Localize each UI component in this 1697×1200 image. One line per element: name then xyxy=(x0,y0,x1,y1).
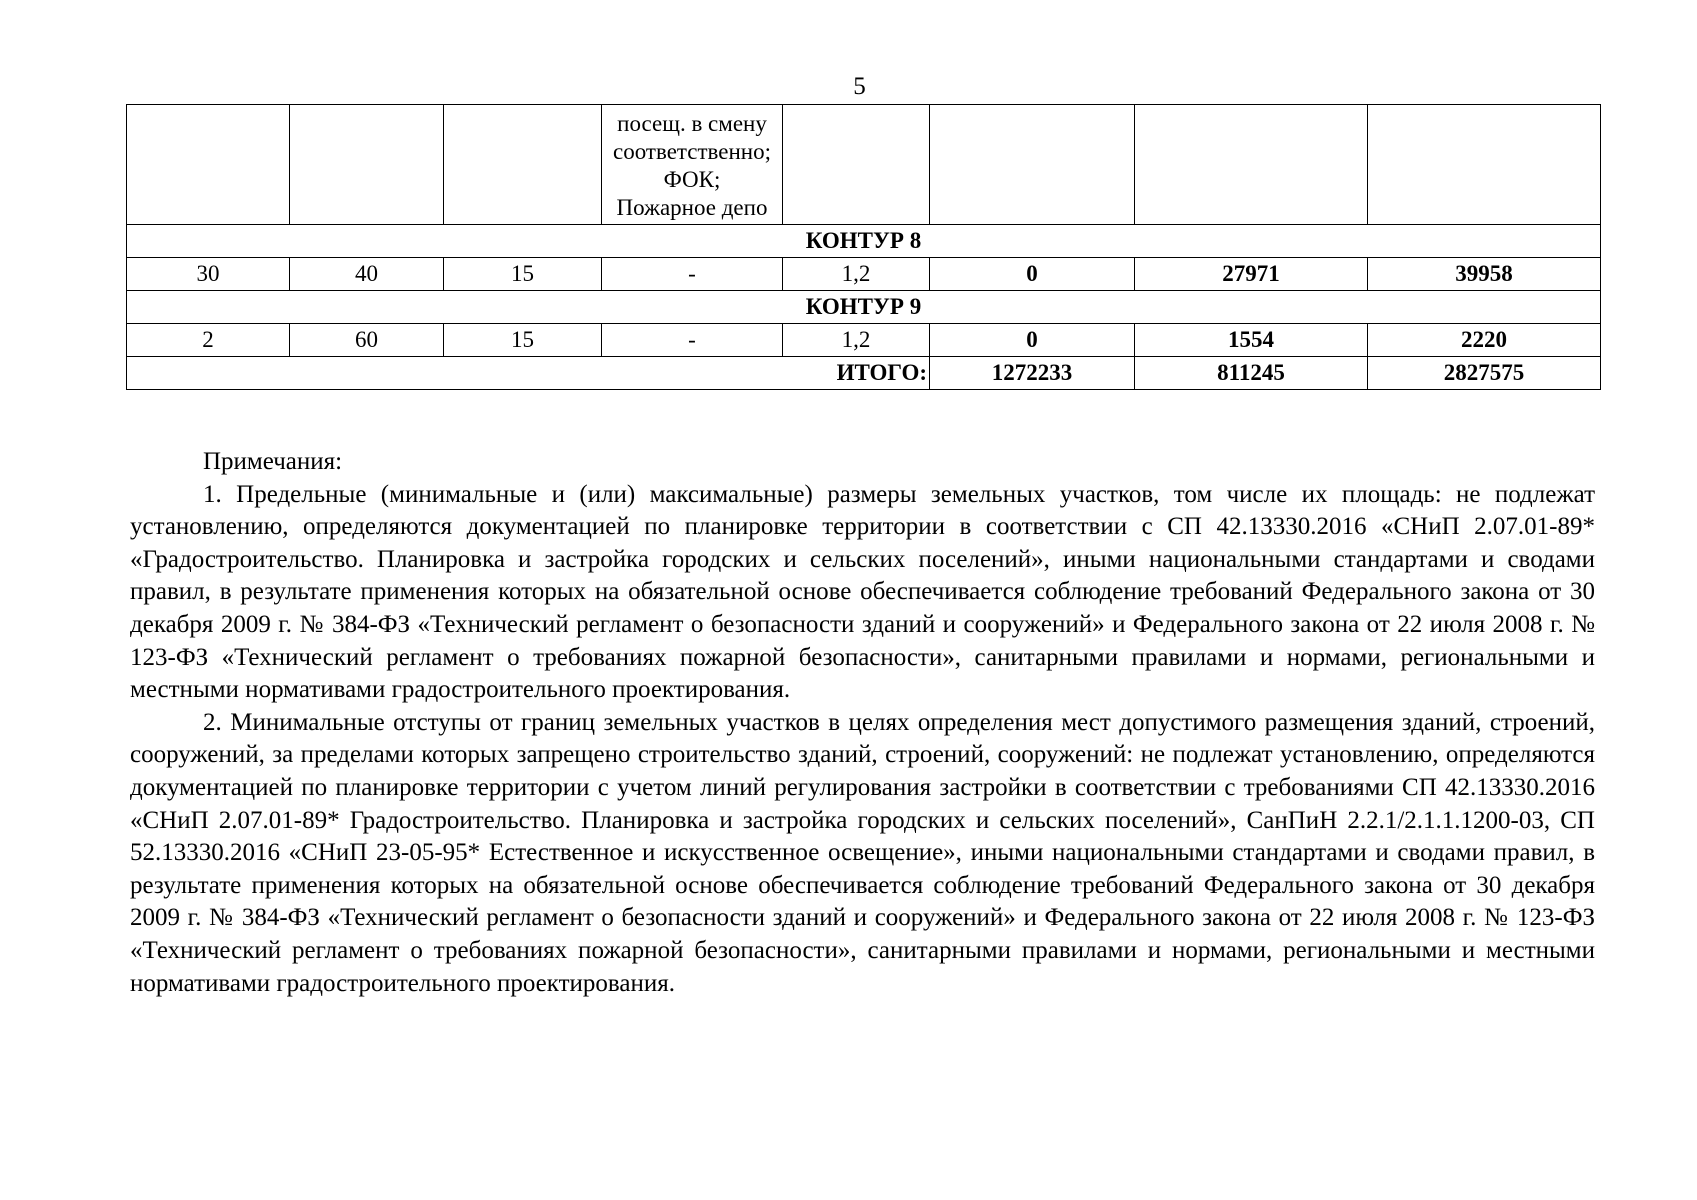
section-header-row xyxy=(127,291,1601,324)
table-cell xyxy=(290,105,444,225)
table-cell: 39958 xyxy=(1368,258,1601,291)
table-cell: 15 xyxy=(444,324,602,357)
table-cell: 1554 xyxy=(1135,324,1368,357)
total-label: ИТОГО: xyxy=(127,357,930,390)
note-paragraph: 2. Минимальные отступы от границ земельных участков в целях определения мест допустимого размещения зданий, строений, сооружений, за пределами которых запрещено строительство зданий, строений, сооружений: не подлежат установлению, определяются документацией по планировке территории с учетом линий регулирования застройки в соответствии с требованиями СП 42.13330.2016 «СНиП 2.07.01-89* Градостроительство. Планировка и застройка городских и сельских поселений», СанПиН 2.2.1/2.1.1.1200-03, СП 52.13330.2016 «СНиП 23-05-95* Естественное и искусственное освещение», иными национальными стандартами и сводами правил, в результате применения которых на обязательной основе обеспечивается соблюдение требований Федерального закона от 30 декабря 2009 г. № 384-ФЗ «Технический регламент о безопасности зданий и сооружений» и Федерального закона от 22 июля 2008 г. № 123-ФЗ «Технический регламент о требованиях пожарной безопасности», санитарными правилами и нормами, региональными и местными нормативами градостроительного проектирования. xyxy=(130,708,1595,997)
continuation-line: Пожарное депо xyxy=(616,195,768,220)
continuation-line: ФОК; xyxy=(663,167,721,192)
section-title: КОНТУР 9 xyxy=(127,291,1601,324)
table-cell: 1,2 xyxy=(783,258,930,291)
table-cell: - xyxy=(602,324,783,357)
table-cell: 0 xyxy=(930,324,1135,357)
table-cell xyxy=(1368,105,1601,225)
notes-title: Примечания: xyxy=(203,448,343,475)
continuation-line: соответственно; xyxy=(613,139,771,164)
table-cell: 15 xyxy=(444,258,602,291)
continuation-line: посещ. в смену xyxy=(617,111,767,136)
table-cell-continuation-text xyxy=(602,105,783,225)
table-row xyxy=(127,324,1601,357)
note-paragraph: 1. Предельные (минимальные и (или) максимальные) размеры земельных участков, том числе их площадь: не подлежат установлению, определяются документацией по планировке территории в соответствии с СП 42.13330.2016 «СНиП 2.07.01-89* «Градостроительство. Планировка и застройка городских и сельских поселений», иными национальными стандартами и сводами правил, в результате применения которых на обязательной основе обеспечивается соблюдение требований Федерального закона от 30 декабря 2009 г. № 384-ФЗ «Технический регламент о безопасности зданий и сооружений» и Федерального закона от 22 июля 2008 г. № 123-ФЗ «Технический регламент о требованиях пожарной безопасности», санитарными правилами и нормами, региональными и местными нормативами градостроительного проектирования. xyxy=(130,480,1595,704)
table-cell: 30 xyxy=(127,258,290,291)
table-cell: 1,2 xyxy=(783,324,930,357)
table-cell xyxy=(127,105,290,225)
table-cell: - xyxy=(602,258,783,291)
notes-section xyxy=(130,446,1595,1000)
table-cell xyxy=(930,105,1135,225)
table-cell xyxy=(444,105,602,225)
table-cell: 40 xyxy=(290,258,444,291)
page-number: 5 xyxy=(853,73,866,100)
table-cell: 2 xyxy=(127,324,290,357)
section-title: КОНТУР 8 xyxy=(127,225,1601,258)
table-cell: 2220 xyxy=(1368,324,1601,357)
table-cell: 60 xyxy=(290,324,444,357)
section-header-row xyxy=(127,225,1601,258)
total-value: 1272233 xyxy=(930,357,1135,390)
total-value: 2827575 xyxy=(1368,357,1601,390)
total-row xyxy=(127,357,1601,390)
table-cell: 0 xyxy=(930,258,1135,291)
data-table xyxy=(126,104,1601,390)
total-value: 811245 xyxy=(1135,357,1368,390)
table-row-continuation xyxy=(127,105,1601,225)
table-cell xyxy=(1135,105,1368,225)
table-cell: 27971 xyxy=(1135,258,1368,291)
table-row xyxy=(127,258,1601,291)
table-cell xyxy=(783,105,930,225)
